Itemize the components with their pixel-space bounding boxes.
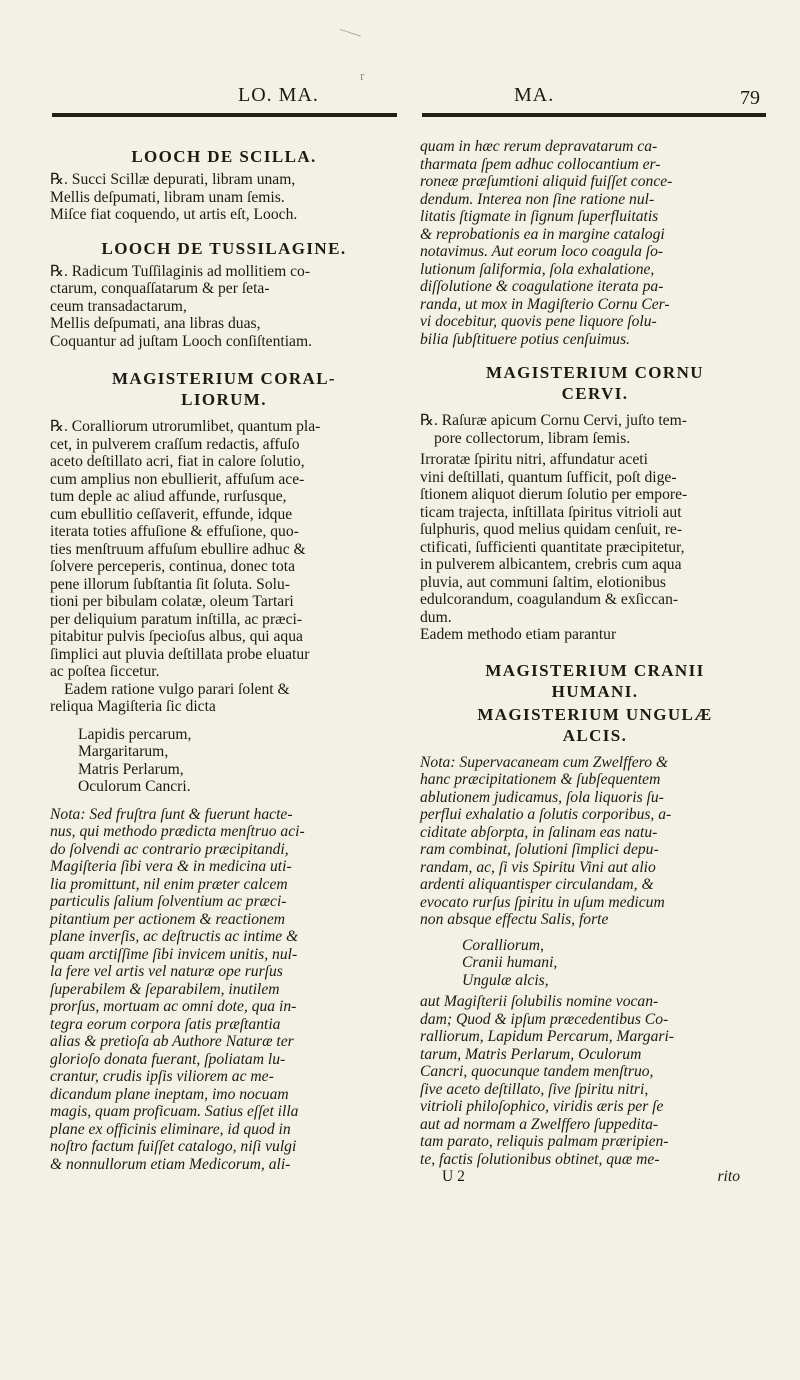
text-line: notavimus. Aut eorum loco coagula ſo- <box>420 243 664 260</box>
text-line: ſuperabilem & ſeparabilem, inutilem <box>50 980 280 998</box>
text-line: nus, qui methodo prædicta menſtruo aci- <box>50 823 305 840</box>
text-line: glorioſo donata fuerant, ſpoliatam lu- <box>50 1050 286 1068</box>
text-line: diſſolutione & coagulatione iterata pa- <box>420 278 664 295</box>
text-line: noſtro factum fuiſſet catalogo, niſi vulgi <box>50 1138 297 1155</box>
text-line: vi docebitur, quovis pene liquore ſolu- <box>420 313 657 330</box>
text-line: ardenti aliquantisper circulandam, & <box>420 876 654 893</box>
text-line: ſulphuris, quod melius quidam cenſuit, re- <box>420 521 683 538</box>
text-line: ciditate abſorpta, in ſalinam eas natu- <box>420 823 658 841</box>
recipe-line: Coquantur ad juſtam Looch conſiſtentiam. <box>50 332 313 350</box>
text-line: randam, ac, ſi vis Spiritu Vini aut alio <box>420 858 656 876</box>
text-line: lutionum ſaliformia, ſola exhalatione, <box>420 260 655 278</box>
text-line: magis, quam proficuam. Satius eſſet illa <box>50 1103 299 1120</box>
text-line: tarum, Matris Perlarum, Oculorum <box>420 1045 642 1063</box>
page-footer <box>420 1168 770 1186</box>
nota-ungulae <box>420 754 770 929</box>
running-head-right: MA. <box>514 84 555 106</box>
header-rule-left <box>52 113 397 117</box>
section-title-magisterium-cranii <box>420 660 770 702</box>
text-line: Irroratæ ſpiritu nitri, affundatur aceti <box>420 451 648 468</box>
text-line: ſtionem aliquot dierum ſolutio per empore- <box>420 486 688 503</box>
text-line: ablutionem judicamus, ſola liquoris ſu- <box>420 788 664 806</box>
text-line: dicandum plane ineptam, imo nocuam <box>50 1085 289 1103</box>
text-line: vitrioli philoſophico, viridis æris per ſe <box>420 1098 664 1115</box>
text-line: in pulverem albicantem, crebris cum aqua <box>420 556 682 573</box>
text-line: crantur, crudis ipſis viliorem ac me- <box>50 1068 274 1085</box>
text-line: particulis ſalium ſolventium ac præci- <box>50 893 287 910</box>
text-line: reliqua Magiſteria ſic dicta <box>50 698 216 715</box>
text-line: ctificati, ſufficienti quantitate præcipitetur, <box>420 538 685 556</box>
continuation-paragraph <box>420 138 770 348</box>
text-line: ℞. Coralliorum utrorumlibet, quantum pla- <box>50 418 321 435</box>
recipe-looch-tussilagine <box>50 263 398 351</box>
text-line: te, factis ſolutionibus obtinet, quæ me- <box>420 1150 660 1168</box>
text-line: aut Magiſterii ſolubilis nomine vocan- <box>420 993 659 1010</box>
list-item: Ungulæ alcis, <box>462 971 549 989</box>
text-line: edulcorandum, coagulandum & exſiccan- <box>420 591 679 608</box>
text-line: Nota: Sed fruſtra ſunt & fuerunt hacte- <box>50 805 293 823</box>
text-line: tam parato, reliquis palmam præripien- <box>420 1133 669 1150</box>
recipe-magisterium-cornu-cervi <box>420 412 770 644</box>
stray-letter: r <box>360 68 365 83</box>
nota-list <box>420 937 770 990</box>
recipe-line: Miſce fiat coquendo, ut artis eſt, Looch. <box>50 206 298 223</box>
right-column <box>420 118 770 1186</box>
text-line: aceto deſtillato acri, fiat in calore ſolutio, <box>50 453 305 470</box>
text-line: pluvia, aut communi ſaltim, elotionibus <box>420 573 667 591</box>
nota-corallorum <box>50 806 398 1174</box>
magisteria-list <box>50 726 398 796</box>
text-line: Nota: Supervacaneam cum Zwelffero & <box>420 753 669 771</box>
text-line: dum. <box>420 608 452 626</box>
list-item: Margaritarum, <box>78 743 169 760</box>
signature-mark: U 2 <box>442 1168 465 1185</box>
text-line: evocato rurſus ſpiritu in uſum medicum <box>420 893 665 911</box>
text-line: alias & pretioſa ab Authore Naturæ ter <box>50 1033 294 1050</box>
text-line: & reprobationis ea in margine catalogi <box>420 225 665 243</box>
section-title-magisterium-ungulae <box>420 704 770 746</box>
text-line: Magiſteria ſibi vera & in medicina uti- <box>50 858 292 875</box>
text-line: per deliquium paratum inſtilla, ac præci- <box>50 610 303 628</box>
text-line: quam in hæc rerum depravatarum ca- <box>420 138 658 155</box>
list-item: Oculorum Cancri. <box>78 778 191 795</box>
text-line: ram combinat, ſolutioni ſimplici depu- <box>420 841 659 858</box>
text-line: ralliorum, Lapidum Percarum, Margari- <box>420 1028 674 1045</box>
text-line: iterata toties affuſione & effuſione, quo- <box>50 523 299 540</box>
text-line: vini deſtillati, quantum ſufficit, poſt dige- <box>420 468 677 486</box>
text-line: perflui exhalatio a ſolutis corporibus, a- <box>420 806 672 823</box>
running-head-left: LO. MA. <box>238 84 319 106</box>
text-line: do ſolvendi ac contrario præcipitandi, <box>50 840 289 858</box>
text-line: tegra eorum corpora ſatis præſtantia <box>50 1015 281 1033</box>
recipe-magisterium-corallorum <box>50 418 398 716</box>
section-title-magisterium-corallorum <box>50 368 398 410</box>
section-title-magisterium-cornu-cervi <box>420 362 770 404</box>
text-line: ticam trajecta, inſtillata ſpiritus vitrioli aut <box>420 503 682 521</box>
recipe-line: Mellis deſpumati, libram unam ſemis. <box>50 188 285 206</box>
text-line: Eadem methodo etiam parantur <box>420 626 617 643</box>
title-line: ALCIS. <box>562 725 628 745</box>
recipe-line: Mellis deſpumati, ana libras duas, <box>50 315 261 332</box>
text-line: tioni per bibulam colatæ, oleum Tartari <box>50 593 294 610</box>
text-line: dam; Quod & ipſum præcedentibus Co- <box>420 1010 669 1028</box>
nota-ungulae-tail <box>420 993 770 1168</box>
title-line: CERVI. <box>561 384 629 403</box>
text-line: la fere vel artis vel naturæ ope rurſus <box>50 963 283 980</box>
page-number: 79 <box>740 87 760 109</box>
text-line: pore collectorum, libram ſemis. <box>434 429 631 447</box>
catchword: rito <box>717 1168 740 1185</box>
text-line: ſolvere perceperis, continua, donec tota <box>50 558 296 575</box>
recipe-line: ℞. Radicum Tuſſilaginis ad mollitiem co- <box>50 262 311 280</box>
text-line: tharmata ſpem adhuc collocantium er- <box>420 155 661 173</box>
list-item: Cranii humani, <box>462 954 558 971</box>
text-line: cum ebullitio ceſſaverit, effunde, idque <box>50 505 293 523</box>
title-line: MAGISTERIUM CRANII <box>485 660 705 680</box>
text-line: lia promittunt, nil enim præter calcem <box>50 875 288 893</box>
text-line: randa, ut mox in Magiſterio Cornu Cer- <box>420 295 670 313</box>
text-line: pitabitur pulvis ſpecioſus albus, qui aqua <box>50 628 303 645</box>
text-line: dendum. Interea non ſine ratione nul- <box>420 190 655 208</box>
recipe-looch-scilla <box>50 171 398 224</box>
text-line: ac poſtea ſiccetur. <box>50 663 160 680</box>
text-line: & nonnullorum etiam Medicorum, ali- <box>50 1155 291 1173</box>
text-line: quam arctiſſime ſibi invicem unitis, nul- <box>50 945 298 963</box>
text-line: prorſus, mortuam ac omni dote, qua in- <box>50 998 297 1015</box>
left-column <box>50 118 398 1173</box>
title-line: LIORUM. <box>181 390 267 409</box>
text-line: ſive aceto deſtillato, ſive ſpiritu nitri, <box>420 1080 649 1098</box>
text-line: Eadem ratione vulgo parari ſolent & <box>64 680 290 698</box>
recipe-line: ceum transadactarum, <box>50 297 187 315</box>
recipe-line: ℞. Succi Scillæ depurati, libram unam, <box>50 171 296 188</box>
text-line: plane ex officinis eliminare, id quod in <box>50 1120 291 1138</box>
text-line: aut ad normam a Zwelffero ſuppedita- <box>420 1115 659 1133</box>
text-line: pitantium per actionem & reactionem <box>50 910 286 928</box>
text-line: pene illorum ſubſtantia ſit ſoluta. Solu- <box>50 575 290 593</box>
text-line: litatis ſtigmate in ſignum ſuperfluitatis <box>420 208 659 225</box>
section-title-looch-scilla: LOOCH DE SCILLA. <box>131 147 317 166</box>
list-item: Matris Perlarum, <box>78 760 184 778</box>
text-line: plane inverſis, ac deſtructis ac intime & <box>50 928 299 945</box>
text-line: roneæ præſumtioni aliquid fuiſſet conce- <box>420 173 673 190</box>
recipe-line: ctarum, conquaſſatarum & per ſeta- <box>50 280 270 297</box>
text-line: ℞. Raſuræ apicum Cornu Cervi, juſto tem- <box>420 412 687 429</box>
header-rule-right <box>422 113 766 117</box>
list-item: Lapidis percarum, <box>78 725 192 743</box>
title-line: MAGISTERIUM CORNU <box>486 363 704 382</box>
text-line: cum amplius non ebullierit, affuſum ace- <box>50 470 305 488</box>
text-line: cet, in pulverem craſſum redactis, affuſo <box>50 435 300 453</box>
section-title-looch-tussilagine: LOOCH DE TUSSILAGINE. <box>101 238 347 258</box>
text-line: non absque effectu Salis, forte <box>420 911 609 928</box>
title-line: MAGISTERIUM CORAL- <box>111 369 336 388</box>
text-line: tum deple ac aliud affunde, rurſusque, <box>50 488 287 505</box>
list-item: Coralliorum, <box>462 936 544 954</box>
text-line: hanc præcipitationem & ſubſequentem <box>420 771 661 788</box>
title-line: MAGISTERIUM UNGULÆ <box>477 704 713 724</box>
text-line: ſimplici aut pluvia deſtillata probe eluatur <box>50 645 310 663</box>
stray-pen-mark <box>337 29 361 44</box>
text-line: bilia ſubſtituere potius cenſuimus. <box>420 330 630 348</box>
title-line: HUMANI. <box>551 681 639 701</box>
text-line: ties menſtruum affuſum ebullire adhuc & <box>50 540 306 558</box>
text-line: Cancri, quocunque tandem menſtruo, <box>420 1063 654 1080</box>
